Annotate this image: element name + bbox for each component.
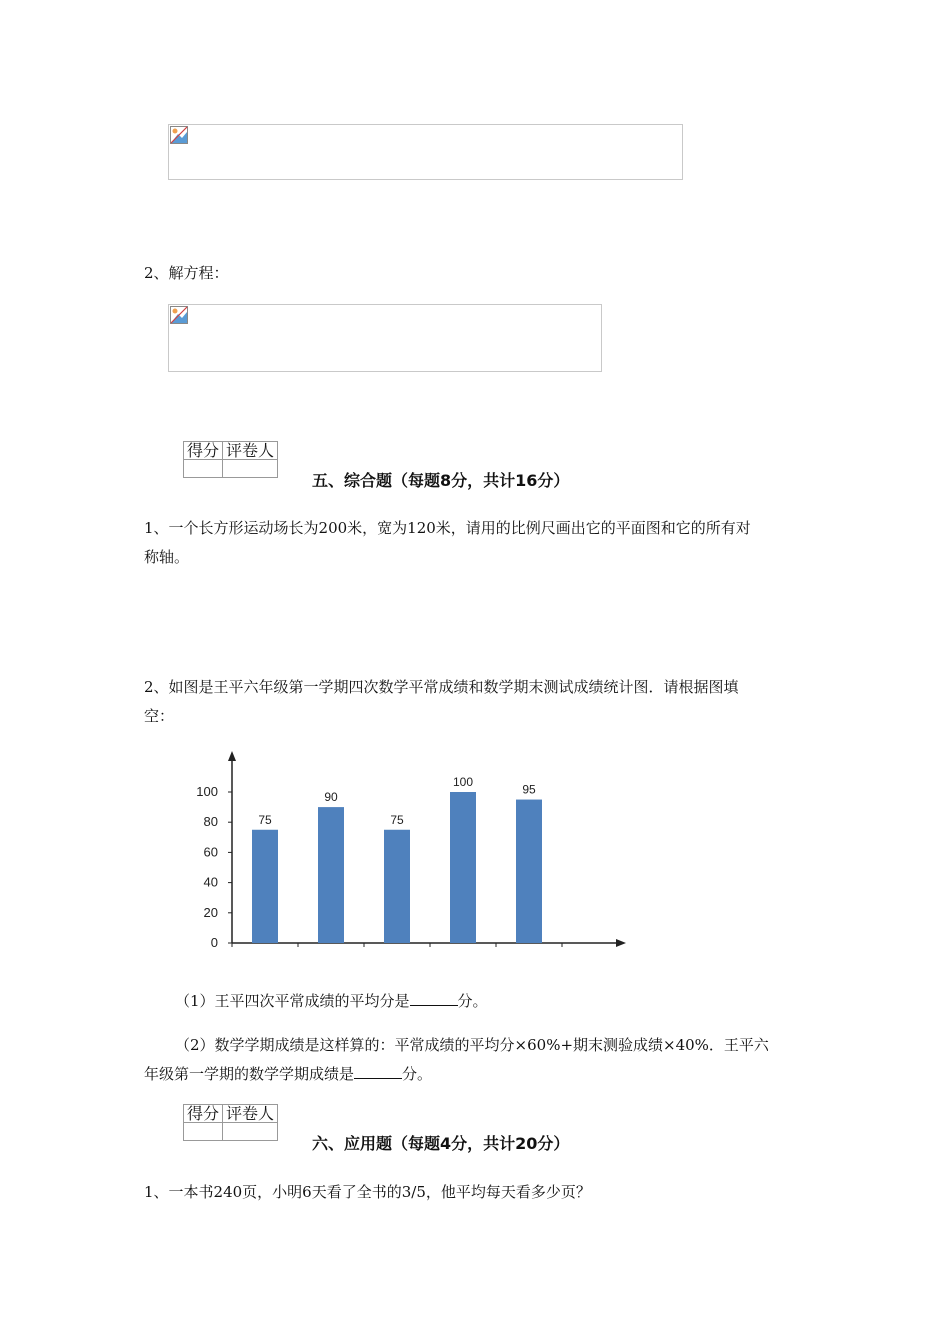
s5-q1-line2: 称轴。	[144, 548, 190, 566]
score-label: 得分	[184, 442, 223, 460]
bar	[516, 800, 542, 943]
s5-q1-line1: 1、一个长方形运动场长为200米，宽为120米，请用的比例尺画出它的平面图和它的所有对	[144, 519, 751, 537]
sub1-line	[175, 991, 488, 1011]
bar	[318, 807, 344, 943]
sub1-prefix: （1）王平四次平常成绩的平均分是	[175, 992, 410, 1010]
score-bar-chart	[180, 745, 640, 960]
grader-label: 评卷人	[223, 442, 278, 460]
bar-value-label: 95	[522, 782, 536, 797]
score-box-section5	[183, 441, 278, 478]
y-tick-label: 80	[203, 814, 218, 830]
section5-title: 五、综合题（每题8分，共计16分）	[312, 471, 570, 490]
equation-image-1	[168, 124, 683, 180]
s5-q2-line1: 2、如图是王平六年级第一学期四次数学平常成绩和数学期末测试成绩统计图．请根据图填	[144, 678, 739, 696]
grader-label: 评卷人	[223, 1105, 278, 1123]
sub2-suffix: 分。	[402, 1065, 433, 1083]
bar	[252, 830, 278, 943]
answer-blank-2[interactable]	[354, 1064, 402, 1079]
score-cell	[184, 1123, 223, 1141]
bar	[450, 792, 476, 943]
answer-blank-1[interactable]	[410, 991, 458, 1006]
broken-image-icon	[170, 306, 188, 324]
bar-value-label: 90	[324, 790, 338, 805]
s5-q2-line2: 空：	[144, 707, 175, 725]
y-axis-arrow	[228, 751, 236, 761]
y-tick-label: 100	[196, 784, 218, 799]
bar-value-label: 100	[452, 775, 474, 789]
sub2-line1: （2）数学学期成绩是这样算的：平常成绩的平均分×60%+期末测验成绩×40%．王平六	[175, 1036, 769, 1054]
broken-image-icon	[170, 126, 188, 144]
sub2-prefix: 年级第一学期的数学学期成绩是	[144, 1065, 355, 1083]
q2-text: 2、解方程：	[144, 264, 229, 282]
bar	[384, 830, 410, 943]
sub2-line2	[144, 1064, 432, 1084]
equation-image-2	[168, 304, 602, 372]
x-axis-arrow	[616, 939, 626, 947]
grader-cell	[223, 460, 278, 478]
sub1-suffix: 分。	[457, 992, 488, 1010]
y-tick-label: 0	[210, 935, 218, 950]
y-tick-label: 60	[203, 844, 218, 860]
bar-value-label: 75	[390, 812, 404, 827]
score-cell	[184, 460, 223, 478]
s6-q1: 1、一本书240页，小明6天看了全书的3/5，他平均每天看多少页？	[144, 1183, 591, 1201]
score-label: 得分	[184, 1105, 223, 1123]
y-tick-label: 40	[203, 874, 218, 890]
bar-value-label: 75	[258, 812, 272, 827]
grader-cell	[223, 1123, 278, 1141]
score-box-section6	[183, 1104, 278, 1141]
section6-title: 六、应用题（每题4分，共计20分）	[312, 1134, 570, 1153]
y-tick-label: 20	[203, 904, 218, 920]
